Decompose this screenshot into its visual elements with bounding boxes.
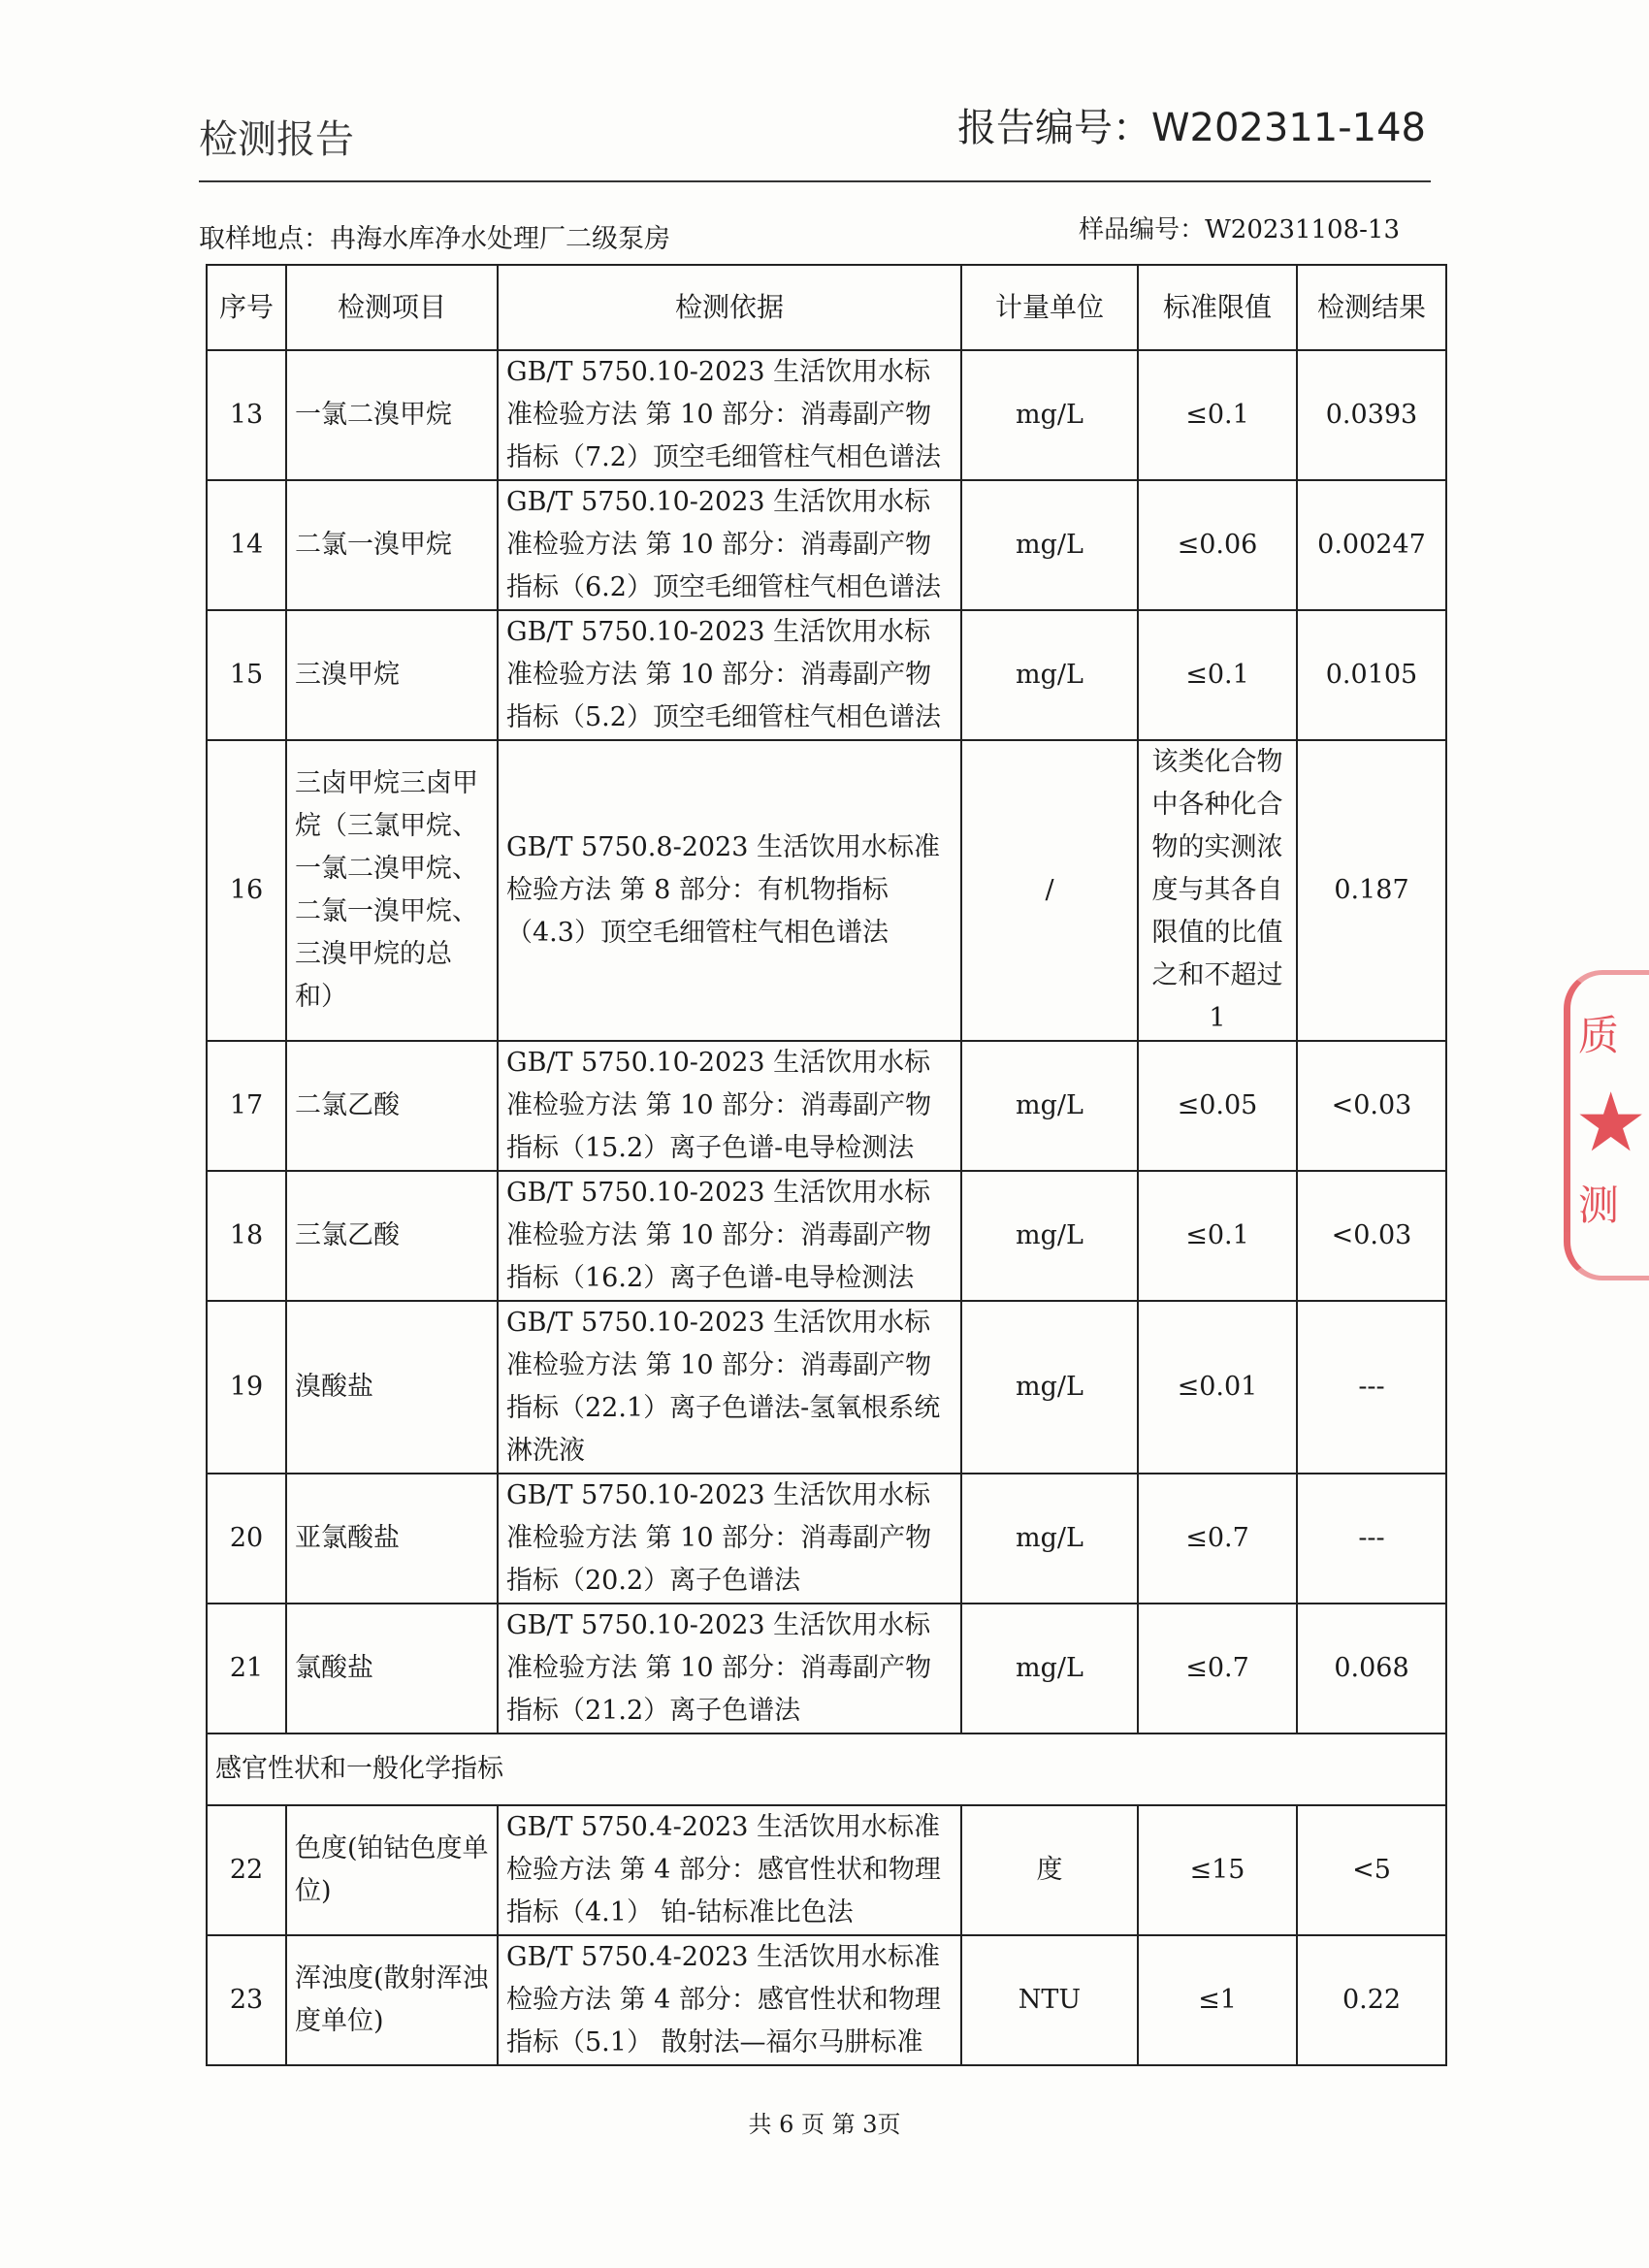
cell-item: 色度(铂钴色度单位) <box>286 1805 498 1935</box>
page-footer: 共 6 页 第 3页 <box>748 2111 901 2138</box>
sampling-site: 取样地点：冉海水库净水处理厂二级泵房 <box>199 224 670 254</box>
table-row <box>207 1604 1446 1733</box>
cell-result: <0.03 <box>1297 1171 1446 1301</box>
col-header-no: 序号 <box>207 265 286 350</box>
cell-no: 17 <box>207 1041 286 1171</box>
cell-no: 14 <box>207 480 286 610</box>
header-divider <box>199 180 1431 182</box>
cell-limit: ≤0.1 <box>1138 1171 1297 1301</box>
cell-limit: ≤0.01 <box>1138 1301 1297 1474</box>
cell-item: 三氯乙酸 <box>286 1171 498 1301</box>
cell-item: 一氯二溴甲烷 <box>286 350 498 480</box>
cell-unit: mg/L <box>961 1171 1138 1301</box>
cell-basis: GB/T 5750.10-2023 生活饮用水标准检验方法 第 10 部分：消毒副产物指标（16.2）离子色谱-电导检测法 <box>498 1171 961 1301</box>
col-header-basis: 检测依据 <box>498 265 961 350</box>
cell-result: 0.22 <box>1297 1935 1446 2065</box>
cell-unit: mg/L <box>961 480 1138 610</box>
table-row <box>207 1301 1446 1474</box>
cell-unit: mg/L <box>961 350 1138 480</box>
table-row <box>207 610 1446 740</box>
table-row <box>207 1474 1446 1604</box>
sample-number: 样品编号：W20231108-13 <box>1079 215 1400 244</box>
cell-no: 13 <box>207 350 286 480</box>
red-seal-stamp <box>1564 970 1649 1280</box>
cell-no: 20 <box>207 1474 286 1604</box>
report-number: 报告编号：W202311-148 <box>956 106 1426 150</box>
table-row <box>207 480 1446 610</box>
cell-no: 22 <box>207 1805 286 1935</box>
col-header-limit: 标准限值 <box>1138 265 1297 350</box>
cell-limit: ≤0.7 <box>1138 1604 1297 1733</box>
cell-unit: mg/L <box>961 1301 1138 1474</box>
stamp-text-top: 质 <box>1578 1012 1620 1059</box>
cell-result: 0.00247 <box>1297 480 1446 610</box>
cell-basis: GB/T 5750.10-2023 生活饮用水标准检验方法 第 10 部分：消毒副产物指标（5.2）顶空毛细管柱气相色谱法 <box>498 610 961 740</box>
cell-basis: GB/T 5750.8-2023 生活饮用水标准检验方法 第 8 部分：有机物指标（4.3）顶空毛细管柱气相色谱法 <box>498 740 961 1041</box>
cell-limit: ≤0.05 <box>1138 1041 1297 1171</box>
star-icon: ★ <box>1574 1075 1648 1170</box>
cell-item: 浑浊度(散射浑浊度单位) <box>286 1935 498 2065</box>
cell-result: 0.068 <box>1297 1604 1446 1733</box>
results-table <box>206 264 1447 2066</box>
cell-limit: ≤0.1 <box>1138 350 1297 480</box>
cell-basis: GB/T 5750.10-2023 生活饮用水标准检验方法 第 10 部分：消毒副产物指标（6.2）顶空毛细管柱气相色谱法 <box>498 480 961 610</box>
table-row <box>207 350 1446 480</box>
cell-unit: 度 <box>961 1805 1138 1935</box>
cell-no: 16 <box>207 740 286 1041</box>
cell-result: <0.03 <box>1297 1041 1446 1171</box>
cell-result: 0.0393 <box>1297 350 1446 480</box>
cell-limit: ≤1 <box>1138 1935 1297 2065</box>
cell-item: 亚氯酸盐 <box>286 1474 498 1604</box>
table-row <box>207 1041 1446 1171</box>
cell-unit: mg/L <box>961 1041 1138 1171</box>
cell-basis: GB/T 5750.10-2023 生活饮用水标准检验方法 第 10 部分：消毒副产物指标（15.2）离子色谱-电导检测法 <box>498 1041 961 1171</box>
cell-no: 18 <box>207 1171 286 1301</box>
cell-result: 0.0105 <box>1297 610 1446 740</box>
cell-item: 氯酸盐 <box>286 1604 498 1733</box>
table-header-row <box>207 265 1446 350</box>
cell-basis: GB/T 5750.4-2023 生活饮用水标准检验方法 第 4 部分：感官性状和物理指标（4.1） 铂-钴标准比色法 <box>498 1805 961 1935</box>
table-row <box>207 1935 1446 2065</box>
table-row <box>207 1805 1446 1935</box>
cell-limit: ≤15 <box>1138 1805 1297 1935</box>
table-row <box>207 1171 1446 1301</box>
cell-result: 0.187 <box>1297 740 1446 1041</box>
section-title: 感官性状和一般化学指标 <box>207 1733 1446 1805</box>
cell-item: 三溴甲烷 <box>286 610 498 740</box>
cell-result: --- <box>1297 1474 1446 1604</box>
cell-limit: ≤0.06 <box>1138 480 1297 610</box>
cell-basis: GB/T 5750.10-2023 生活饮用水标准检验方法 第 10 部分：消毒副产物指标（21.2）离子色谱法 <box>498 1604 961 1733</box>
table-row <box>207 740 1446 1041</box>
stamp-text-bottom: 测 <box>1578 1182 1620 1229</box>
cell-no: 15 <box>207 610 286 740</box>
cell-item: 二氯一溴甲烷 <box>286 480 498 610</box>
cell-result: <5 <box>1297 1805 1446 1935</box>
cell-no: 19 <box>207 1301 286 1474</box>
cell-unit: NTU <box>961 1935 1138 2065</box>
col-header-item: 检测项目 <box>286 265 498 350</box>
col-header-result: 检测结果 <box>1297 265 1446 350</box>
cell-no: 21 <box>207 1604 286 1733</box>
cell-item: 二氯乙酸 <box>286 1041 498 1171</box>
cell-no: 23 <box>207 1935 286 2065</box>
cell-item: 溴酸盐 <box>286 1301 498 1474</box>
cell-unit: mg/L <box>961 610 1138 740</box>
report-title: 检测报告 <box>199 117 354 162</box>
cell-basis: GB/T 5750.10-2023 生活饮用水标准检验方法 第 10 部分：消毒副产物指标（7.2）顶空毛细管柱气相色谱法 <box>498 350 961 480</box>
cell-limit: 该类化合物中各种化合物的实测浓度与其各自限值的比值之和不超过1 <box>1138 740 1297 1041</box>
cell-unit: mg/L <box>961 1604 1138 1733</box>
cell-basis: GB/T 5750.10-2023 生活饮用水标准检验方法 第 10 部分：消毒副产物指标（20.2）离子色谱法 <box>498 1474 961 1604</box>
cell-limit: ≤0.7 <box>1138 1474 1297 1604</box>
cell-unit: / <box>961 740 1138 1041</box>
cell-limit: ≤0.1 <box>1138 610 1297 740</box>
cell-item: 三卤甲烷三卤甲烷（三氯甲烷、一氯二溴甲烷、二氯一溴甲烷、三溴甲烷的总和） <box>286 740 498 1041</box>
cell-result: --- <box>1297 1301 1446 1474</box>
col-header-unit: 计量单位 <box>961 265 1138 350</box>
cell-basis: GB/T 5750.10-2023 生活饮用水标准检验方法 第 10 部分：消毒副产物指标（22.1）离子色谱法-氢氧根系统淋洗液 <box>498 1301 961 1474</box>
cell-basis: GB/T 5750.4-2023 生活饮用水标准检验方法 第 4 部分：感官性状和物理指标（5.1） 散射法—福尔马肼标准 <box>498 1935 961 2065</box>
cell-unit: mg/L <box>961 1474 1138 1604</box>
section-row <box>207 1733 1446 1805</box>
